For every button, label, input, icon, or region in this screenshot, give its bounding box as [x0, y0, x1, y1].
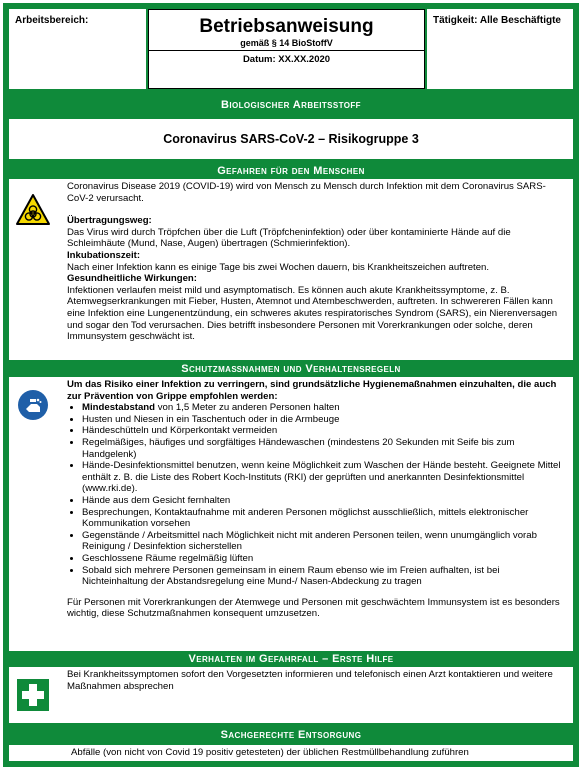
- agent-name: Coronavirus SARS-CoV-2 – Risikogruppe 3: [163, 132, 419, 146]
- min-distance-text: von 1,5 Meter zu anderen Personen halten: [155, 402, 340, 414]
- list-item: [82, 402, 567, 414]
- page-title: Betriebsanweisung: [199, 16, 374, 37]
- agent-box: [9, 119, 573, 159]
- protection-list: [67, 402, 567, 588]
- list-item: • Sobald sich mehrere Personen gemeinsam in einem Raum ebenso wie im Freien aufhalten, ist bei Nichteinhaltung der Abstandsregelung eine Mund-/ Nasen-Abdeckung zu tragen: [82, 565, 567, 588]
- min-distance-label: Mindestabstand: [82, 402, 156, 414]
- header-title-block: [148, 9, 425, 89]
- section-heading-emergency: Verhalten im Gefahrfall – Erste Hilfe: [188, 653, 394, 665]
- list-item: • Husten und Niesen in ein Taschentuch oder in die Armbeuge: [82, 414, 567, 426]
- effects-title: Gesundheitliche Wirkungen:: [67, 273, 197, 285]
- list-item: • Gegenstände / Arbeitsmittel nach Möglichkeit nicht mit anderen Personen teilen, wenn unumgänglich vorab Reinigung / Desinfektion sicherstellen: [82, 530, 567, 553]
- hand-disinfection-icon: [17, 389, 49, 426]
- area-field: [9, 9, 146, 89]
- section-heading-protection: Schutzmaßnahmen und Verhaltensregeln: [181, 363, 401, 375]
- first-aid-cross-icon: [17, 679, 49, 716]
- area-label: Arbeitsbereich:: [15, 15, 89, 26]
- list-item: • Hände aus dem Gesicht fernhalten: [82, 495, 567, 507]
- activity-label: Tätigkeit: Alle Beschäftigte: [433, 15, 561, 26]
- emergency-box: [9, 667, 573, 723]
- transmission-title: Übertragungsweg:: [67, 215, 152, 227]
- hazards-box: [9, 179, 573, 360]
- transmission-text: Das Virus wird durch Tröpfchen über die Luft (Tröpfcheninfektion) oder über kontaminierte Hände auf die Schleimhäute (Mund, Nase, Augen) übertragen (Schmierinfektion).: [67, 226, 511, 250]
- list-item: • Hände-Desinfektionsmittel benutzen, wenn keine Möglichkeit zum Waschen der Hände besteht. Geeignete Mittel enthält z. B. die Liste des Robert Koch-Instituts (RKI) der geprüften und anerkannten Desinfektionsmittel (www.rki.de).: [82, 460, 567, 495]
- section-heading-hazards: Gefahren für den Menschen: [217, 165, 365, 177]
- protection-text: [67, 379, 567, 620]
- effects-text: Infektionen verlaufen meist mild und asymptomatisch. Es können auch akute Krankheitssymptome, z. B. Atemwegserkrankungen mit Fieber, Husten, Atemnot und Atembeschwerden, auftreten. In schwereren Fällen kann eine Infektion eine Lungenentzündung, ein schweres akutes respiratorisches Syndrom (SARS), ein Nierenversagen und sogar den Tod verursachen. Dies betrifft insbesondere Personen mit Vorerkrankungen oder solche, deren Immunsystem geschwächt ist.: [67, 284, 558, 343]
- section-heading-agent: Biologischer Arbeitsstoff: [221, 99, 361, 111]
- list-item: • Händeschütteln und Körperkontakt vermeiden: [82, 425, 567, 437]
- document-date: Datum: XX.XX.2020: [149, 50, 424, 65]
- section-heading-disposal: Sachgerechte Entsorgung: [220, 729, 362, 741]
- list-item: • Besprechungen, Kontaktaufnahme mit anderen Personen möglichst ausschließlich, mittels elektronischer Kommunikation vorsehen: [82, 507, 567, 530]
- incubation-title: Inkubationszeit:: [67, 249, 141, 261]
- emergency-text: Bei Krankheitssymptomen sofort den Vorgesetzten informieren und telefonisch einen Arzt kontaktieren und weitere Maßnahmen absprechen: [67, 669, 553, 692]
- protection-outro: Für Personen mit Vorerkrankungen der Atemwege und Personen mit geschwächtem Immunsystem ist es besonders wichtig, diese Schutzmaßnahmen konsequent umzusetzen.: [67, 596, 560, 620]
- hazards-intro: Coronavirus Disease 2019 (COVID-19) wird von Mensch zu Mensch durch Infektion mit dem Coronavirus SARS-CoV-2 verursacht.: [67, 181, 546, 204]
- disposal-text: Abfälle (von nicht von Covid 19 positiv getesteten) der üblichen Restmüllbehandlung zuführen: [71, 747, 469, 758]
- protection-box: [9, 377, 573, 651]
- list-item: • Regelmäßiges, häufiges und sorgfältiges Händewaschen (mindestens 20 Sekunden mit Seife bis zum Handgelenk): [82, 437, 567, 460]
- activity-field: [427, 9, 573, 89]
- disposal-box: [9, 745, 573, 761]
- list-item: • Geschlossene Räume regelmäßig lüften: [82, 553, 567, 565]
- page-subtitle: gemäß § 14 BioStoffV: [240, 38, 333, 48]
- incubation-text: Nach einer Infektion kann es einige Tage bis zwei Wochen dauern, bis Krankheitszeichen auftreten.: [67, 261, 490, 273]
- protection-intro: Um das Risiko einer Infektion zu verringern, sind grundsätzliche Hygienemaßnahmen einzuhalten, die auch zur Prävention von Grippe empfohlen werden:: [67, 379, 557, 402]
- biohazard-warning-icon: [15, 193, 51, 232]
- hazards-text: [67, 181, 567, 343]
- document-frame: [3, 3, 579, 767]
